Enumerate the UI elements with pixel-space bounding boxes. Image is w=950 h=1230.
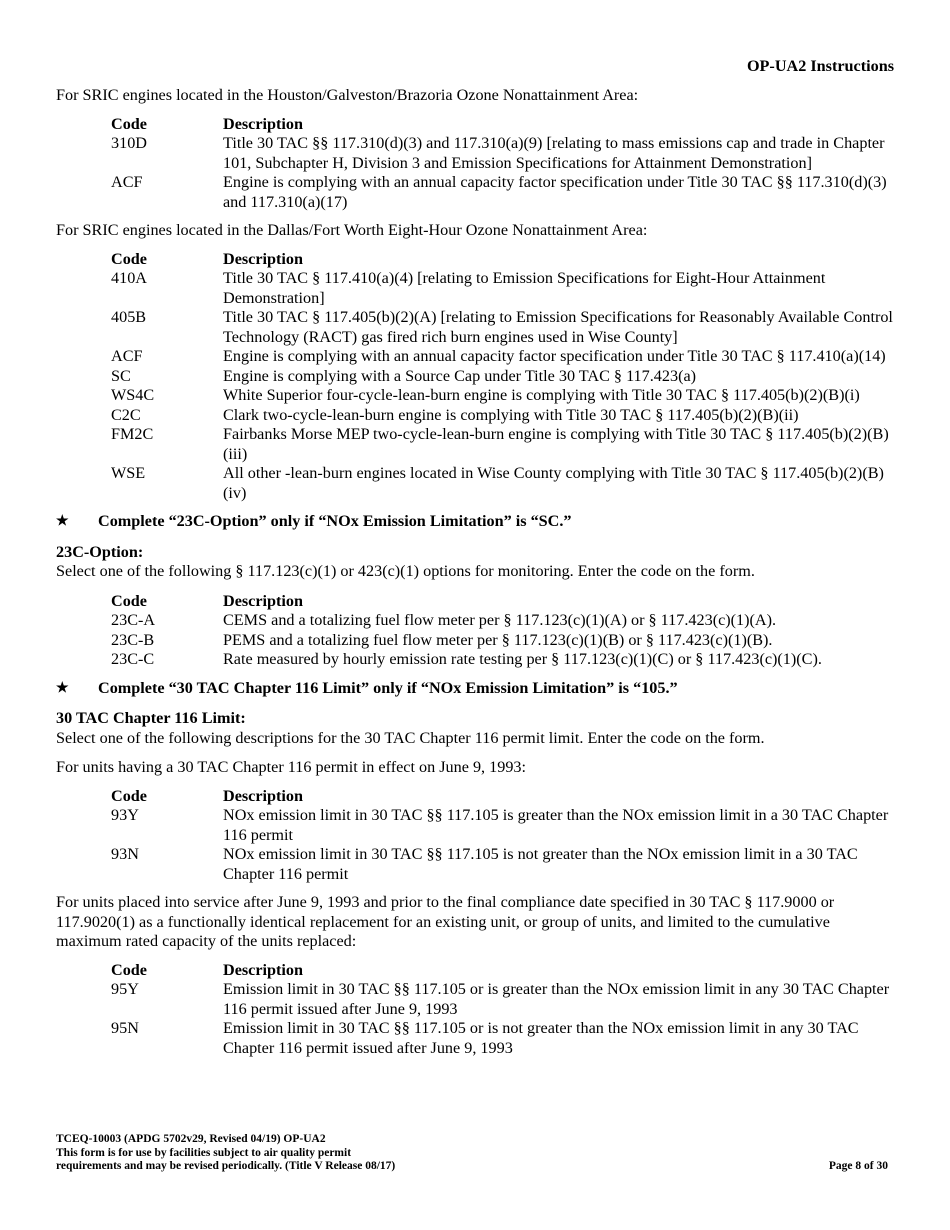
code-column-header: Code [111,591,147,610]
description-cell: Emission limit in 30 TAC §§ 117.105 or is not greater than the NOx emission limit in any 30 TAC Chapter 116 permit issued after June 9, 1993 [223,1019,859,1057]
table-row [111,173,895,212]
description-column-header: Description [223,786,304,805]
code-cell: 93Y [111,806,139,824]
table-row [111,631,895,651]
ch116-code-table-2 [111,961,895,1059]
table-header-row [111,115,895,135]
section-heading-ch116-limit: 30 TAC Chapter 116 Limit: [56,709,246,727]
description-cell: Engine is complying with an annual capacity factor specification under Title 30 TAC §§ 117.310(d)(3) and 117.310(a)(17) [223,173,887,211]
description-cell: Title 30 TAC §§ 117.310(d)(3) and 117.310(a)(9) [relating to mass emissions cap and trade in Chapter 101, Subchapter H, Division 3 and Emission Specifications for Attainment Demonstration] [223,134,885,172]
star-icon: ★ [56,680,69,696]
code-cell: 23C-A [111,611,156,629]
description-column-header: Description [223,591,304,610]
table-row [111,464,895,503]
table-row [111,134,895,173]
description-cell: Engine is complying with a Source Cap under Title 30 TAC § 117.423(a) [223,366,697,385]
description-cell: Title 30 TAC § 117.410(a)(4) [relating to Emission Specifications for Eight-Hour Attainment Demonstration] [223,269,826,307]
code-column-header: Code [111,114,147,133]
ch116-code-table-1 [111,787,895,885]
code-cell: C2C [111,405,141,424]
star-note-23c [56,512,896,532]
code-cell: ACF [111,173,143,191]
section-instruction-23c: Select one of the following § 117.123(c)(1) or 423(c)(1) options for monitoring. Enter the code on the form. [56,562,755,580]
table-row [111,611,895,631]
description-cell: White Superior four-cycle-lean-burn engine is complying with Title 30 TAC § 117.405(b)(2)(B)(i) [223,386,860,404]
code-column-header: Code [111,249,147,268]
code-cell: FM2C [111,425,154,443]
hgb-intro: For SRIC engines located in the Houston/Galveston/Brazoria Ozone Nonattainment Area: [56,86,639,104]
section-instruction-ch116: Select one of the following descriptions for the 30 TAC Chapter 116 permit limit. Enter the code on the form. [56,728,765,747]
description-cell: Clark two-cycle-lean-burn engine is complying with Title 30 TAC § 117.405(b)(2)(B)(ii) [223,405,799,424]
dfw-code-table [111,250,895,504]
footer-revision-note: requirements and may be revised periodically. (Title V Release 08/17) [56,1160,396,1172]
code-cell: 405B [111,308,147,326]
table-row [111,650,895,670]
description-cell: Rate measured by hourly emission rate testing per § 117.123(c)(1)(C) or § 117.423(c)(1)(C). [223,650,822,668]
table-row [111,1019,895,1058]
code-cell: SC [111,366,131,385]
ch116-intro-replacement: For units placed into service after June 9, 1993 and prior to the final compliance date specified in 30 TAC § 117.9000 or 117.9020(1) as a functionally identical replacement for an existing unit, or group of units, and limited to the cumulative maximum rated capacity of the units replaced: [56,893,835,950]
table-row [111,980,895,1019]
section-heading-23c-option: 23C-Option: [56,542,144,561]
description-column-header: Description [223,249,304,268]
description-cell: NOx emission limit in 30 TAC §§ 117.105 is greater than the NOx emission limit in a 30 TAC Chapter 116 permit [223,806,889,844]
code-cell: 23C-B [111,630,155,649]
option23c-code-table [111,592,895,670]
table-row [111,425,895,464]
footer-usage-note: This form is for use by facilities subject to air quality permit [56,1146,352,1159]
table-row [111,347,895,367]
ch116-intro-1993: For units having a 30 TAC Chapter 116 permit in effect on June 9, 1993: [56,758,527,776]
code-cell: ACF [111,347,143,365]
page-footer [56,1133,888,1174]
table-row [111,269,895,308]
page-number: Page 8 of 30 [828,1160,888,1172]
page-header-title: OP-UA2 Instructions [746,57,894,75]
description-cell: Engine is complying with an annual capacity factor specification under Title 30 TAC § 117.410(a)(14) [223,347,886,365]
description-column-header: Description [223,114,304,133]
code-cell: 23C-C [111,650,155,668]
code-cell: 95Y [111,980,139,998]
star-icon: ★ [56,514,69,529]
table-header-row [111,250,895,270]
star-note-text: Complete “23C-Option” only if “NOx Emission Limitation” is “SC.” [98,512,572,530]
description-column-header: Description [223,960,304,979]
code-cell: 95N [111,1019,139,1037]
star-note-ch116 [56,679,896,699]
code-cell: WSE [111,464,146,482]
description-cell: NOx emission limit in 30 TAC §§ 117.105 is not greater than the NOx emission limit in a 30 TAC Chapter 116 permit [223,845,858,883]
code-cell: WS4C [111,386,155,404]
description-cell: CEMS and a totalizing fuel flow meter per § 117.123(c)(1)(A) or § 117.423(c)(1)(A). [223,611,777,629]
table-row [111,406,895,426]
table-header-row [111,961,895,981]
dfw-intro: For SRIC engines located in the Dallas/Fort Worth Eight-Hour Ozone Nonattainment Area: [56,221,648,239]
code-cell: 310D [111,134,147,152]
description-cell: PEMS and a totalizing fuel flow meter per § 117.123(c)(1)(B) or § 117.423(c)(1)(B). [223,630,773,649]
table-header-row [111,592,895,612]
code-cell: 93N [111,845,139,863]
document-body [56,86,896,1067]
code-cell: 410A [111,269,147,287]
description-cell: Title 30 TAC § 117.405(b)(2)(A) [relating to Emission Specifications for Reasonably Available Control Technology (RACT) gas fired rich burn engines used in Wise County] [223,308,893,346]
hgb-code-table [111,115,895,213]
description-cell: All other -lean-burn engines located in Wise County complying with Title 30 TAC § 117.405(b)(2)(B)(iv) [223,464,884,502]
description-cell: Fairbanks Morse MEP two-cycle-lean-burn engine is complying with Title 30 TAC § 117.405(b)(2)(B)(iii) [223,425,889,463]
code-column-header: Code [111,960,147,979]
table-row [111,806,895,845]
footer-form-id: TCEQ-10003 (APDG 5702v29, Revised 04/19) OP-UA2 [56,1133,326,1145]
table-header-row [111,787,895,807]
star-note-text: Complete “30 TAC Chapter 116 Limit” only if “NOx Emission Limitation” is “105.” [98,678,678,697]
table-row [111,845,895,884]
table-row [111,386,895,406]
description-cell: Emission limit in 30 TAC §§ 117.105 or is greater than the NOx emission limit in any 30 TAC Chapter 116 permit issued after June 9, 1993 [223,980,890,1018]
code-column-header: Code [111,786,147,805]
table-row [111,308,895,347]
table-row [111,367,895,387]
